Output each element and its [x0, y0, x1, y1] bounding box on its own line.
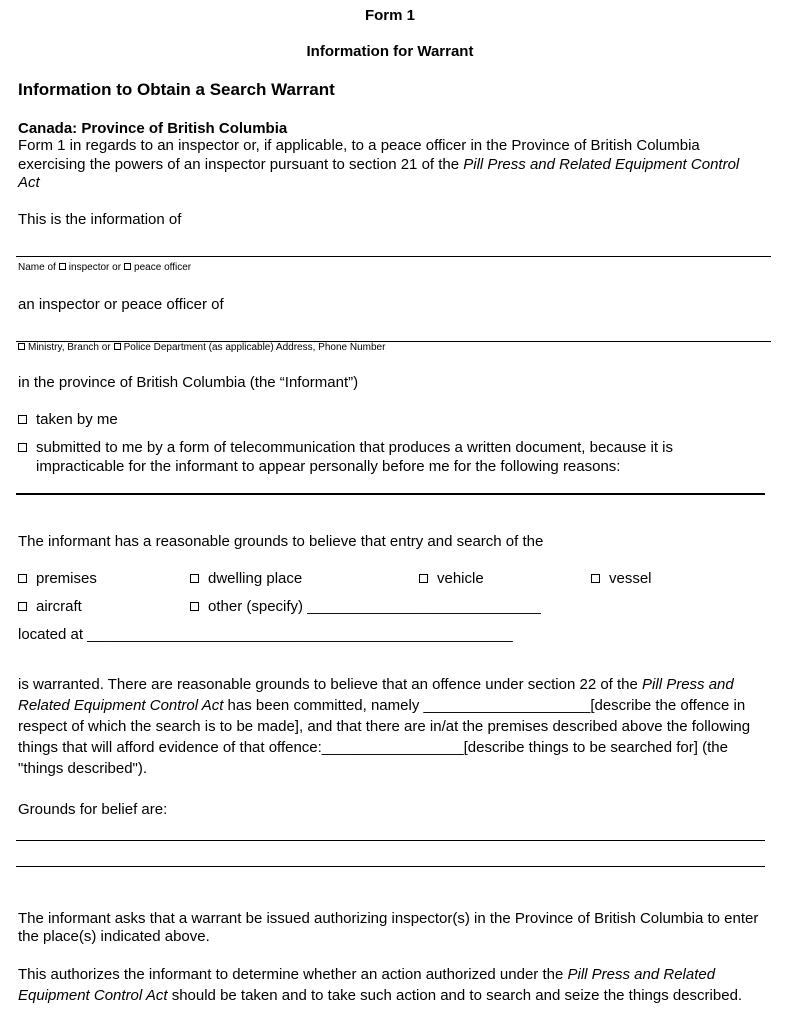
intro-text: Form 1 in regards to an inspector or, if applicable, to a peace officer in the Province of British Columbia exercising the powers of an inspector pursuant to section 21 of the	[18, 137, 700, 173]
intro-act-name: Pill Press and Related Equipment Control Act	[18, 155, 740, 191]
form-number: Form 1	[364, 7, 415, 24]
place-aircraft: aircraft	[18, 597, 82, 616]
intro-paragraph	[18, 137, 758, 193]
option-taken-by-me: taken by me	[18, 410, 118, 429]
asks-paragraph: The informant asks that a warrant be issued authorizing inspector(s) in the Province of British Columbia to enter the place(s) indicated above.	[18, 910, 759, 945]
vessel-checkbox[interactable]	[591, 574, 600, 583]
ministry-checkbox[interactable]	[18, 343, 25, 350]
place-premises: premises	[18, 569, 97, 588]
place-vehicle: vehicle	[419, 569, 484, 588]
police-department-checkbox[interactable]	[114, 343, 121, 350]
info-of-label: This is the information of	[18, 211, 182, 228]
warranted-act-name: Pill Press and Related Equipment Control Act	[18, 676, 734, 714]
submitted-checkbox[interactable]	[18, 443, 27, 452]
dwelling-checkbox[interactable]	[190, 574, 199, 583]
place-vessel: vessel	[591, 569, 652, 588]
submitted-text: submitted to me by a form of telecommunication that produces a written document, because it is impracticable for the informant to appear personally before me for the following reasons:	[36, 439, 673, 475]
premises-checkbox[interactable]	[18, 574, 27, 583]
grounds-line-1[interactable]	[16, 840, 765, 841]
grounds-line-2[interactable]	[16, 866, 765, 867]
warranted-paragraph: is warranted. There are reasonable grounds to believe that an offence under section 22 of the Pill Press and Related Equipment Control Act has been committed, namely ____________________[describe the offence in respect of which the search is to be made], and that there are in/at the premises described above the following things that will afford evidence of that offence:_________________[describe things to be searched for] (the "things described").	[18, 676, 751, 777]
name-caption: Name of inspector or peace officer	[18, 262, 192, 273]
grounds-intro: The informant has a reasonable grounds to believe that entry and search of the	[18, 533, 544, 550]
reasons-line[interactable]	[16, 493, 765, 495]
peace-officer-checkbox[interactable]	[124, 263, 131, 270]
form-title: Information for Warrant	[306, 43, 474, 60]
authorizes-paragraph: This authorizes the informant to determine whether an action authorized under the Pill Press and Related Equipment Control Act should be taken and to take such action and to search and seize the things described.	[18, 966, 743, 1004]
taken-checkbox[interactable]	[18, 415, 27, 424]
option-submitted	[18, 438, 718, 476]
officer-of-label: an inspector or peace officer of	[18, 296, 224, 313]
jurisdiction: Canada: Province of British Columbia	[18, 120, 288, 137]
vehicle-checkbox[interactable]	[419, 574, 428, 583]
name-line[interactable]	[16, 256, 771, 257]
aircraft-checkbox[interactable]	[18, 602, 27, 611]
grounds-belief-label: Grounds for belief are:	[18, 801, 168, 818]
inspector-checkbox[interactable]	[59, 263, 66, 270]
other-checkbox[interactable]	[190, 602, 199, 611]
authorizes-act-name: Pill Press and Related Equipment Control Act	[18, 966, 716, 1004]
place-other: other (specify) ____________________________	[190, 597, 541, 616]
located-at: located at ___________________________________________________	[18, 626, 513, 643]
place-dwelling: dwelling place	[190, 569, 302, 588]
main-heading: Information to Obtain a Search Warrant	[18, 80, 335, 99]
province-line: in the province of British Columbia (the “Informant”)	[18, 374, 359, 391]
department-caption: Ministry, Branch or Police Department (as applicable) Address, Phone Number	[18, 342, 385, 354]
